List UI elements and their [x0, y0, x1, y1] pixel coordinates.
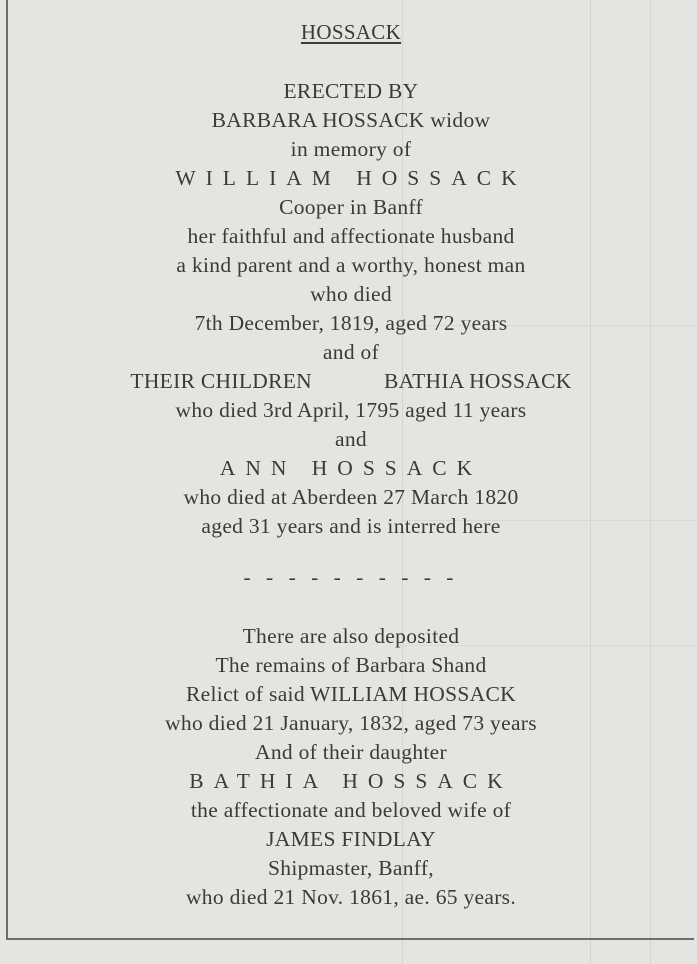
child-name: BATHIA HOSSACK [383, 369, 572, 393]
inscription-line: who died 21 January, 1832, aged 73 years [165, 711, 537, 735]
children-label: THEIR CHILDREN [130, 369, 312, 393]
inscription-line: a kind parent and a worthy, honest man [176, 253, 526, 277]
inscription-line: who died 21 Nov. 1861, ae. 65 years. [185, 885, 517, 909]
inscription-line: Shipmaster, Banff, [268, 856, 434, 880]
inscription-line: There are also deposited [242, 624, 460, 648]
inscription-line: her faithful and affectionate husband [187, 224, 515, 248]
inscription-text [8, 18, 694, 912]
inscription-line: who died 3rd April, 1795 aged 11 years [175, 398, 527, 422]
children-line [8, 367, 694, 396]
inscription-line: ERECTED BY [283, 79, 419, 103]
divider: - - - - - - - - - - [243, 565, 459, 589]
inscription-line: And of their daughter [255, 740, 447, 764]
inscription-line: 7th December, 1819, aged 72 years [194, 311, 508, 335]
page-title: HOSSACK [300, 20, 402, 44]
inscription-line: who died at Aberdeen 27 March 1820 [183, 485, 519, 509]
inscription-line: and of [322, 340, 380, 364]
inscription-line: aged 31 years and is interred here [201, 514, 501, 538]
inscription-line: Cooper in Banff [279, 195, 423, 219]
inscription-line: and [335, 427, 367, 451]
inscription-line: The remains of Barbara Shand [215, 653, 487, 677]
inscription-line: JAMES FINDLAY [266, 827, 436, 851]
inscription-name-line: WILLIAM HOSSACK [175, 166, 527, 190]
inscription-line: Relict of said WILLIAM HOSSACK [186, 682, 516, 706]
inscription-name-line: ANN HOSSACK [219, 456, 483, 480]
inscription-line: BARBARA HOSSACK widow [211, 108, 491, 132]
inscription-name-line: BATHIA HOSSACK [189, 769, 513, 793]
inscription-line: in memory of [290, 137, 412, 161]
inscription-line: the affectionate and beloved wife of [190, 798, 512, 822]
inscription-line: who died [310, 282, 392, 306]
